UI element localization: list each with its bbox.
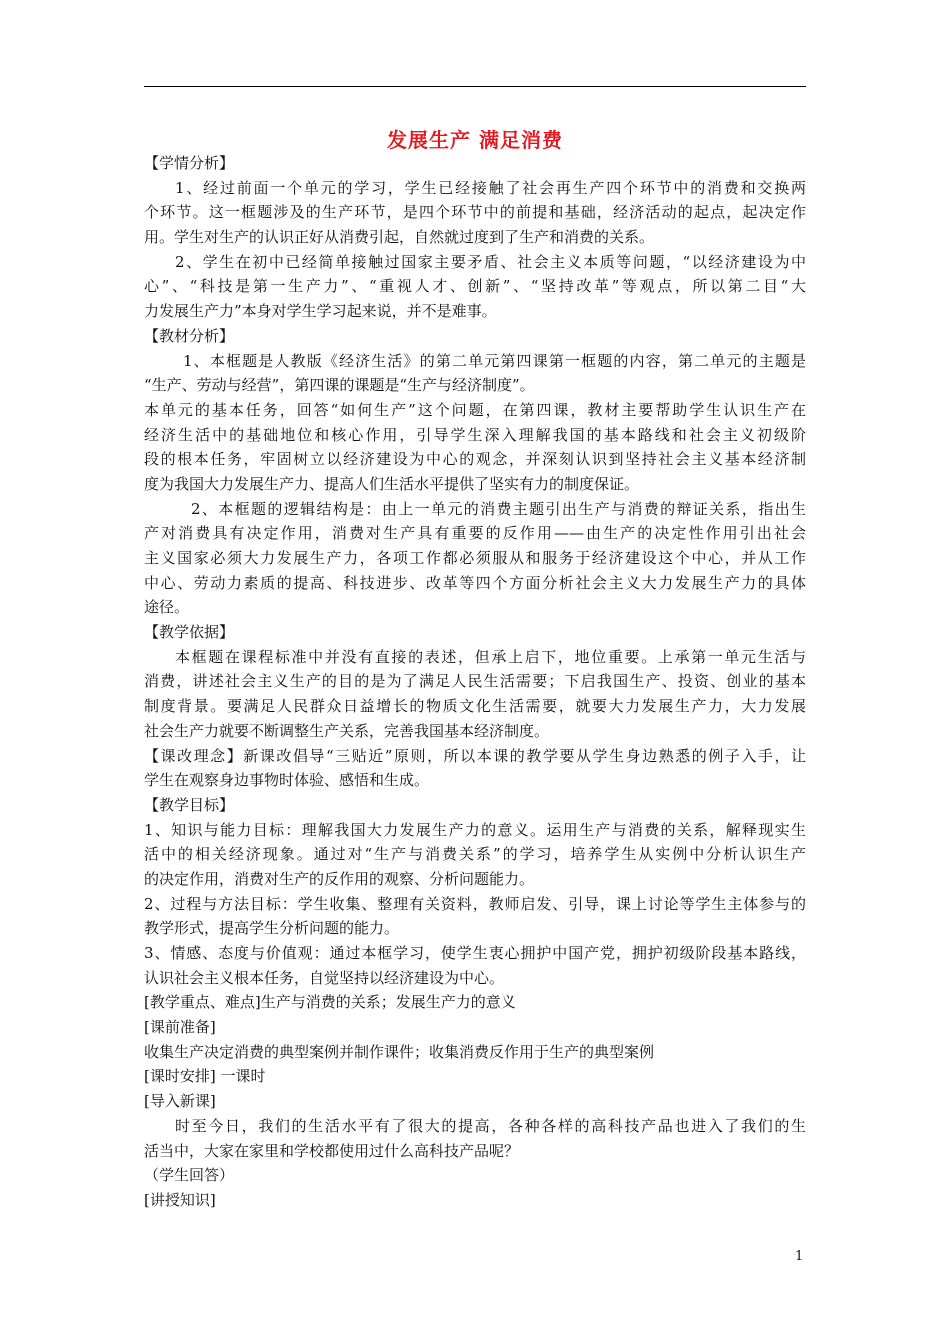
paragraph-line: 消费，讲述社会主义生产的目的是为了满足人民生活需要；下启我国生产、投资、创业的基本 (144, 672, 806, 691)
paragraph-line: 制度背景。要满足人民群众日益增长的物质文化生活需要，就要大力发展生产力，大力发展 (144, 697, 806, 716)
page-number: 1 (795, 1249, 804, 1264)
paragraph-line: 2、过程与方法目标：学生收集、整理有关资料，教师启发、引导，课上讨论等学生主体参与的 (144, 894, 806, 913)
section-heading: 【学情分析】 (144, 154, 235, 172)
section-heading: 【教学依据】 (144, 623, 235, 642)
section-heading: 【教学目标】 (144, 795, 235, 814)
paragraph-line: 1、知识与能力目标：理解我国大力发展生产力的意义。运用生产与消费的关系，解释现实生 (144, 820, 806, 839)
paragraph-line: 力发展生产力”本身对学生学习起来说，并不是难事。 (144, 302, 497, 321)
paragraph-line: 时至今日，我们的生活水平有了很大的提高，各种各样的高科技产品也进入了我们的生 (175, 1116, 806, 1135)
paragraph-line: 本单元的基本任务，回答“如何生产”这个问题，在第四课，教材主要帮助学生认识生产在 (144, 400, 806, 419)
paragraph-line: 【课改理念】新课改倡导“三贴近”原则，所以本课的教学要从学生身边熟悉的例子入手，让 (144, 746, 806, 765)
paragraph-line: 活当中，大家在家里和学校都使用过什么高科技产品呢？ (144, 1141, 520, 1160)
paragraph-line: 活中的相关经济现象。通过对“生产与消费关系”的学习，培养学生从实例中分析认识生产 (144, 845, 806, 864)
paragraph-line: 认识社会主义根本任务，自觉坚持以经济建设为中心。 (144, 968, 505, 987)
paragraph-line: 度为我国大力发展生产力、提高人们生活水平提供了坚实有力的制度保证。 (144, 474, 640, 493)
paragraph-line: 中心、劳动力素质的提高、科技进步、改革等四个方面分析社会主义大力发展生产力的具体 (144, 573, 806, 592)
paragraph-line: 个环节。这一框题涉及的生产环节，是四个环节中的前提和基础，经济活动的起点，起决定作 (144, 203, 806, 222)
paragraph-line: [课时安排] 一课时 (144, 1067, 266, 1086)
paragraph-line: 用。学生对生产的认识正好从消费引起，自然就过度到了生产和消费的关系。 (144, 228, 655, 247)
paragraph-line: 1、经过前面一个单元的学习，学生已经接触了社会再生产四个环节中的消费和交换两 (175, 178, 806, 197)
paragraph-line: 学生在观察身边事物时体验、感悟和生成。 (144, 771, 430, 790)
paragraph-line: 2、学生在初中已经简单接触过国家主要矛盾、社会主义本质等问题，“以经济建设为中 (175, 252, 806, 271)
header-rule (144, 86, 806, 87)
paragraph-line: 3、情感、态度与价值观：通过本框学习，使学生衷心拥护中国产党，拥护初级阶段基本路线， (144, 944, 806, 962)
document-body (144, 151, 806, 1213)
paragraph-line: [教学重点、难点]生产与消费的关系；发展生产力的意义 (144, 993, 516, 1012)
paragraph-line: 产对消费具有决定作用，消费对生产具有重要的反作用——由生产的决定性作用引出社会 (144, 524, 806, 543)
section-heading: [讲授知识] (144, 1190, 216, 1209)
paragraph-line: 收集生产决定消费的典型案例并制作课件；收集消费反作用于生产的典型案例 (144, 1042, 655, 1061)
paragraph-line: 主义国家必须大力发展生产力，各项工作都必须服从和服务于经济建设这个中心，并从工作 (144, 549, 806, 567)
paragraph-line: 经济生活中的基础地位和核心作用，引导学生深入理解我国的基本路线和社会主义初级阶 (144, 425, 806, 444)
paragraph-line: 途径。 (144, 598, 190, 617)
paragraph-line: “生产、劳动与经营”，第四课的课题是“生产与经济制度”。 (144, 376, 535, 395)
section-heading: 【教材分析】 (144, 326, 235, 345)
paragraph-line: 教学形式，提高学生分析问题的能力。 (144, 919, 400, 938)
document-title: 发展生产 满足消费 (387, 128, 563, 152)
paragraph-line: 的决定作用，消费对生产的反作用的观察、分析问题能力。 (144, 869, 535, 888)
section-heading: [课前准备] (144, 1018, 216, 1037)
section-heading: [导入新课] (144, 1092, 216, 1111)
paragraph-line: 段的根本任务，牢固树立以经济建设为中心的观念，并深刻认识到坚持社会主义基本经济制 (144, 450, 806, 469)
paragraph-line: （学生回答） (144, 1166, 235, 1185)
paragraph-line: 2、本框题的逻辑结构是：由上一单元的消费主题引出生产与消费的辩证关系，指出生 (191, 499, 806, 518)
paragraph-line: 心”、“科技是第一生产力”、“重视人才、创新”、“坚持改革”等观点，所以第二目“大 (144, 277, 806, 296)
paragraph-line: 1、本框题是人教版《经济生活》的第二单元第四课第一框题的内容，第二单元的主题是 (183, 351, 806, 370)
paragraph-line: 本框题在课程标准中并没有直接的表述，但承上启下，地位重要。上承第一单元生活与 (175, 647, 806, 666)
paragraph-line: 社会生产力就要不断调整生产关系，完善我国基本经济制度。 (144, 721, 550, 740)
